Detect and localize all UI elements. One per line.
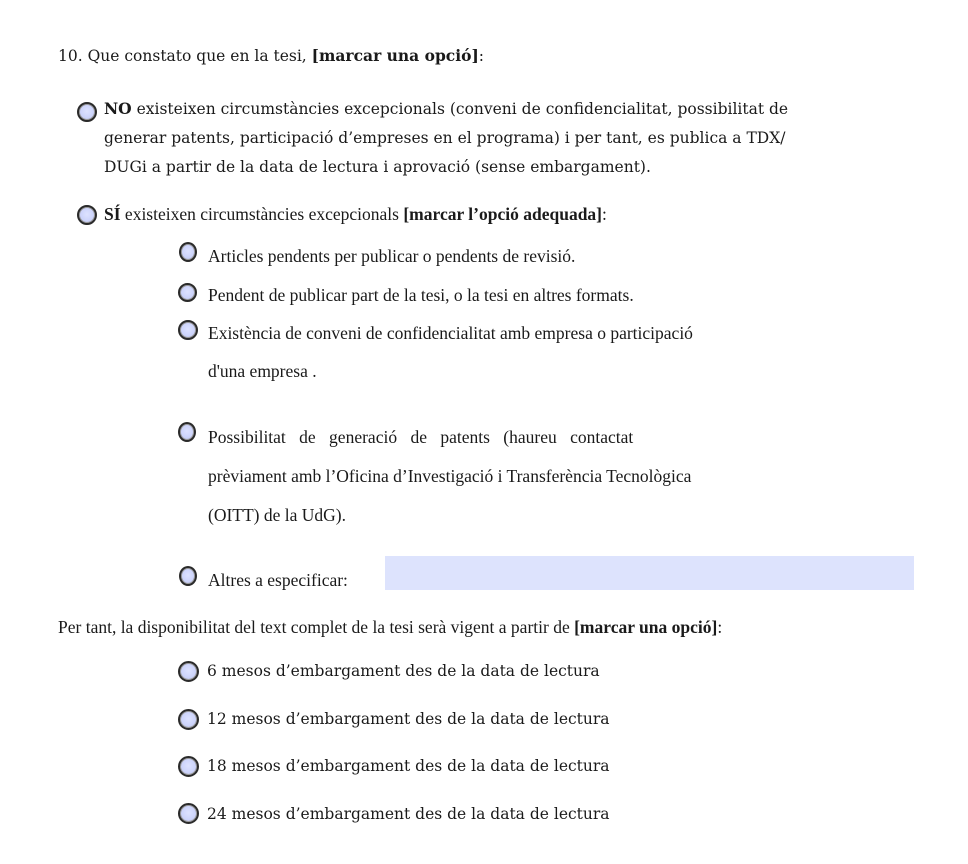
availability-text: Per tant, la disponibilitat del text complet de la tesi serà vigent a partir de [58, 617, 575, 637]
colon: : [717, 617, 723, 637]
radio-no[interactable] [77, 102, 97, 122]
patents-label-line3: (OITT) de la UdG). [208, 505, 347, 525]
radio-part-tesi[interactable] [178, 283, 197, 302]
conveni-label-line1: Existència de conveni de confidencialitat amb empresa o participació [208, 323, 693, 343]
radio-embargo-6[interactable] [178, 661, 199, 682]
colon: : [602, 204, 607, 224]
colon: : [478, 47, 485, 65]
altres-input[interactable] [385, 556, 914, 590]
option-no-line2: generar patents, participació d’empreses en el programa) i per tant, es publica a TDX/ [104, 129, 786, 147]
availability-instruction: [marcar una opció] [574, 617, 718, 637]
availability-heading [58, 617, 722, 637]
question-text: 10. Que constato que en la tesi, [58, 47, 312, 65]
patents-label-line1: Possibilitat de generació de patents (haureu contactat [208, 427, 634, 447]
radio-articles[interactable] [179, 242, 197, 262]
patents-label-line2: prèviament amb l’Oficina d’Investigació i Transferència Tecnològica [208, 466, 692, 486]
embargo-18-label: 18 mesos d’embargament des de la data de lectura [207, 757, 610, 775]
option-si-instruction: [marcar l’opció adequada] [403, 204, 603, 224]
option-no-bold: NO [104, 99, 132, 118]
question-10-heading [58, 46, 484, 66]
option-no-line1 [104, 99, 788, 119]
embargo-6-label: 6 mesos d’embargament des de la data de lectura [207, 662, 600, 680]
option-si-text: existeixen circumstàncies excepcionals [120, 204, 404, 224]
radio-embargo-24[interactable] [178, 803, 199, 824]
articles-label: Articles pendents per publicar o pendents de revisió. [208, 246, 576, 266]
radio-embargo-12[interactable] [178, 709, 199, 730]
embargo-12-label: 12 mesos d’embargament des de la data de lectura [207, 710, 610, 728]
option-si-line [104, 204, 607, 224]
radio-patents[interactable] [178, 422, 196, 442]
altres-label: Altres a especificar: [208, 570, 348, 590]
radio-altres[interactable] [179, 566, 197, 586]
embargo-24-label: 24 mesos d’embargament des de la data de lectura [207, 805, 610, 823]
radio-conveni[interactable] [178, 320, 198, 340]
part-tesi-label: Pendent de publicar part de la tesi, o la tesi en altres formats. [208, 285, 634, 305]
option-si-bold: SÍ [104, 204, 121, 224]
conveni-label-line2: d'una empresa . [208, 361, 317, 381]
radio-si[interactable] [77, 205, 97, 225]
option-no-line3: DUGi a partir de la data de lectura i aprovació (sense embargament). [104, 158, 651, 176]
radio-embargo-18[interactable] [178, 756, 199, 777]
instruction-text: [marcar una opció] [311, 46, 479, 65]
option-no-text: existeixen circumstàncies excepcionals (conveni de confidencialitat, possibilitat de [131, 100, 789, 118]
